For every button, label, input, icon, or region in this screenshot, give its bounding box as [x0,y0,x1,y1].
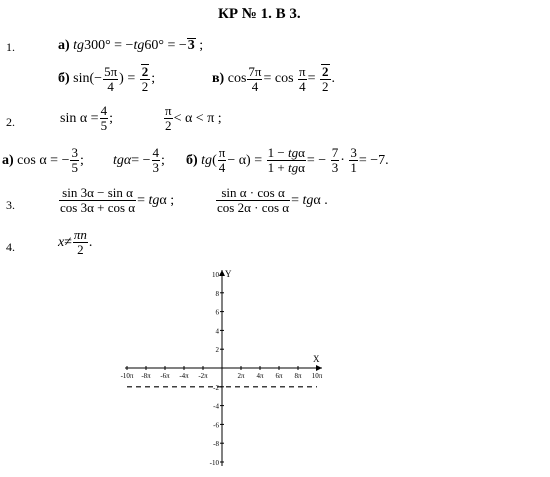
problem-4-expr: x≠ $\frac{\pi n}{2}$ . [58,227,93,257]
y-tick-label: 4 [215,327,219,336]
problem-1a: а) tg300° = −tg60° = −3 ; [58,38,204,53]
x-tick-label: -4π [179,372,189,380]
label-a: а) [58,38,70,53]
y-tick-label: -4 [213,402,219,411]
x-tick-label: 10π [311,372,323,380]
problem-2-tg: tgα= − $\frac{4}{3}$ ; [113,145,165,175]
y-tick-label: -8 [213,440,219,449]
problem-2b: б) tg( $\frac{\pi}{4}$ − α) = $\frac{\text{1 − tgα}}{\text{1 + tgα}}$ = − $\frac{7}{3}$ · $\frac{3}{1}$ = −7. [186,145,389,175]
problem-2-given: sin α = $\frac{4}{5}$ ; [60,103,113,133]
problem-1c: в) cos $\frac{7\pi}{4}$ = cos $\frac{\pi}{4}$ = $\frac{2}{2}$ . [212,63,336,94]
x-axis-label: X [313,354,320,364]
problem-4-number: 4. [6,240,15,254]
label-2b: б) [186,152,198,168]
y-tick-label: 6 [215,308,219,317]
problem-3-number: 3. [6,198,15,212]
x-tick-label: 4π [256,372,264,380]
problem-2a: а) cos α = − $\frac{3}{5}$ ; [2,145,84,175]
y-axis-label: Y [225,269,232,279]
x-tick-label: 6π [275,372,283,380]
x-tick-label: -10π [120,372,134,380]
x-tick-label: -6π [160,372,170,380]
label-c: в) [212,71,225,86]
label-2a: а) [2,152,14,168]
y-tick-label: -6 [213,421,219,430]
y-tick-label: 2 [215,346,219,355]
problem-3-expr1: $\frac{\text{sin 3α − sin α}}{\text{cos 3α + cos α}}$ = tgα ; [60,185,175,215]
x-tick-label: -8π [141,372,151,380]
y-tick-label: -10 [209,459,219,467]
x-tick-label: 2π [237,372,245,380]
y-tick-label: 10 [212,271,219,279]
problem-3-expr2: $\frac{\text{sin α · cos α}}{\text{cos 2α · cos α}}$ = tgα . [217,185,328,215]
x-tick-label: 8π [294,372,302,380]
label-b: б) [58,71,70,86]
y-tick-label: -2 [213,383,219,392]
x-tick-label: -2π [198,372,208,380]
problem-1b: б) sin(− $\frac{5\pi}{4}$ ) = $\frac{2}{2}$ ; [58,63,156,94]
problem-2-range: $\frac{\pi}{2}$ < α < π ; [165,103,222,133]
y-tick-label: 8 [215,289,219,298]
page-title: КР № 1. В 3. [218,6,301,22]
problem-2-number: 2. [6,115,15,129]
problem-1-number: 1. [6,40,15,54]
